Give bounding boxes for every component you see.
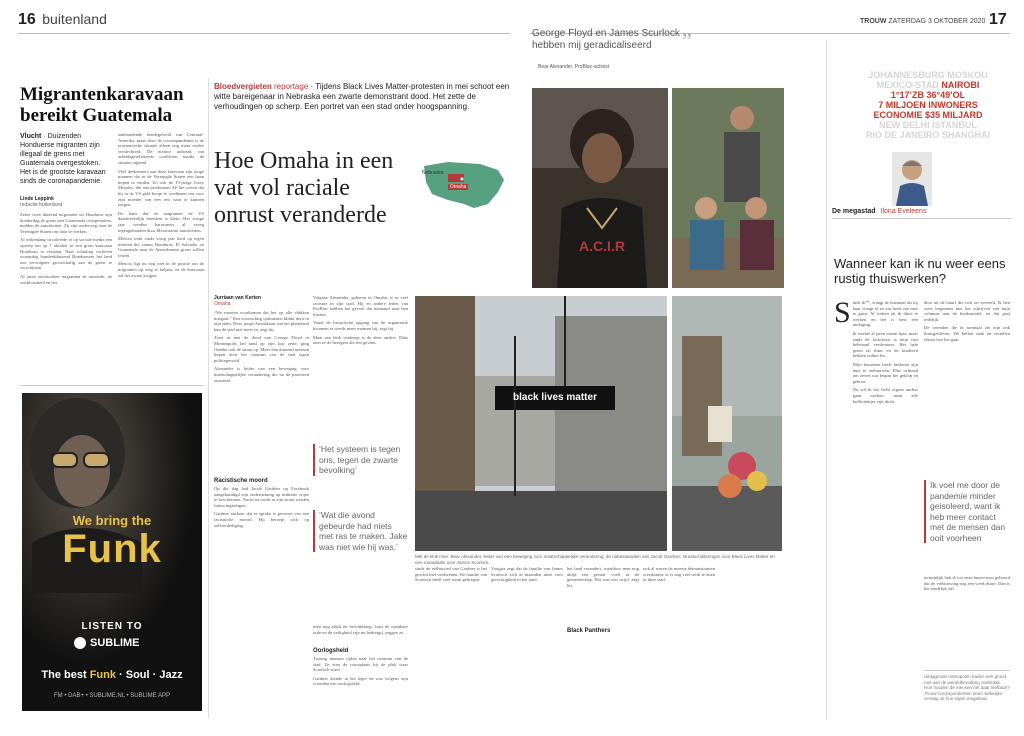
- photo-shirt-text: A.C.I.R: [579, 238, 625, 254]
- header-logo: TROUW: [860, 18, 887, 25]
- migrant-article: [20, 84, 200, 126]
- header-rule-left: [18, 33, 510, 34]
- omaha-author: Jurriaan van Kerten: [214, 295, 261, 301]
- ad-tagline: [22, 669, 202, 681]
- quote-mark-icon: ”: [682, 28, 692, 53]
- paragraph: Veel deelnemers aan deze karavaan zijn jonge mannen die in de Verenigde Staten een baan hopen te vinden. Zo ook de 19-jarige Josey Morales, die aan persbureau AP liet weten dat hij in de VS geld hoopt te verdienen om voor zijn moeder van een reis naar te kunnen zorgen.: [118, 168, 204, 208]
- paragraph: inds ik**, vraagt de huisman als hij haar vraagt of ze zin heeft om mee te gaan. Al weken zit ik thuis te werken en het is best een uitdaging.: [852, 300, 918, 328]
- top-quote-line1: George Floyd en James Scurlock: [532, 28, 680, 39]
- right-page-header: [860, 18, 985, 25]
- author-photo-art: [892, 152, 932, 206]
- top-quote-attribution: Bear Alexander, ProBlac-activist: [538, 64, 610, 70]
- omaha-col2-b-text: [313, 656, 408, 726]
- megastad-label: De megastad: [832, 208, 876, 215]
- bottom-col4-wrapper: [567, 566, 639, 636]
- migrant-col2: [118, 132, 204, 377]
- ad-line1: We bring the: [72, 513, 152, 528]
- ad-brand-text: SUBLIME: [90, 637, 140, 649]
- pull-quote-1: ‘Het systeem is tegen ons, tegen de zwarte bevolking’: [313, 444, 408, 476]
- city-line2a: MEXICO-STAD: [876, 80, 942, 90]
- ad-tagline-part2: · Soul · Jazz: [115, 669, 183, 681]
- city-line3: NEW DELHI ISTANBUL: [879, 120, 977, 130]
- subhead-oorlogsheld: Oorlogsheld: [313, 648, 349, 654]
- city-line4: RIO DE JANEIRO SHANGHAI: [865, 130, 990, 140]
- ad-divider: [20, 385, 204, 386]
- ad-brand: [74, 637, 140, 649]
- megastad-bottom-col2: termijnlijk heb ik via onze buurvrouw gehoord dat de verbouwing nog een week duurt. Dan is het eindelijk stil.: [924, 575, 1010, 592]
- paragraph: deur uit de buurt die rich on verveelt. Ik ben weer begonnen met het schrijven van mijn columns aan de keukentafel, en dat gaat redelijk.: [924, 300, 1010, 322]
- omaha-intro: [214, 82, 514, 112]
- omaha-kicker-type: reportage: [271, 82, 309, 91]
- city-list: [843, 70, 1013, 140]
- paragraph: Toen in mei de dood van George Floyd in Minneapolis het land op zijn kop zette, ging Omaha ook de straat op. Meer dan duizend mensen liepen door het centrum van de stad tegen politiegeweld.: [214, 335, 309, 363]
- right-column-divider: [826, 40, 827, 720]
- ad-listen-to: LISTEN TO: [81, 621, 143, 632]
- ad-big-word: Funk: [62, 527, 162, 571]
- bottom-col1: men nog altijd ter beschikking. Juist de openbare orde en de veiligheid zijn nu bedreigd, zeggen ze.: [313, 624, 408, 635]
- photo-sign-text: black lives matter: [513, 392, 597, 403]
- dropcap: S: [834, 296, 851, 329]
- megastad-col1: [834, 296, 918, 718]
- paragraph: Gardner diende in het leger en was volgens zijn vrienden een oorlogsheld.: [313, 675, 408, 687]
- omaha-headline: Hoe Omaha in een vat vol raciale onrust veranderde: [214, 148, 394, 228]
- omaha-col2-b: [313, 624, 408, 726]
- sublime-logo-icon: [74, 637, 86, 649]
- omaha-author-location: Omaha: [214, 301, 231, 307]
- column-divider: [208, 78, 209, 718]
- paragraph: “We moeten voorkomen dat het op alle vlakken misgaat.” Een voorzichtig optimisme klinkt door in zijn stem. Deze jonge Amerikaan van het platteland kan de stad niet meer in, zegt hij.: [214, 310, 309, 332]
- paragraph: Nu wil ik het liefst ergens anders gaan werken, maar alle koffietentjes zijn dicht.: [852, 387, 918, 404]
- footnote-rule: [924, 670, 1010, 671]
- megastad-rule: [832, 218, 1012, 219]
- paragraph: aanhoudende bendegeweld van Centraal-Amerika, maar door de coronapandemie is de economische situatie alleen nog maar verder verslechterd. De nieuwe uitbraak van arbeidsgerelateerde conflicten maakt de situatie nijpend.: [118, 132, 204, 165]
- header-date: ZATERDAG 3 OKTOBER 2020: [888, 18, 986, 25]
- left-page-header: [18, 11, 107, 29]
- photo-bear-alexander-art: [532, 88, 668, 288]
- ad-tagline-funk: Funk: [89, 669, 116, 681]
- ad-footer: FM • DAB+ • SUBLIME.NL • SUBLIME APP: [54, 693, 170, 699]
- section-label: buitenland: [42, 11, 107, 27]
- paragraph: Mexico ligt nu nog niet in de positie om de migranten op weg te helpen, en de karavaan zal het zwaar krijgen.: [118, 261, 204, 278]
- paragraph: De vrienden die ik normaal zie zijn ook thuisgebleven. We bellen vaak en vertellen elkaar hoe het gaat.: [924, 325, 1010, 342]
- paragraph: Alexander is leider van een beweging voor maatschappelijke verandering die na de protesten ontstond.: [214, 366, 309, 383]
- paragraph: Zeker twee duizend migranten uit Honduras zijn donderdag de grens met Guatemala overgestoken, melden de autoriteiten. Zij zijn onderweg naar de Verenigde Staten om daar te werken.: [20, 212, 112, 234]
- megastad-col1-text: [853, 300, 918, 718]
- omaha-col1-b-text: [214, 486, 309, 704]
- city-coords: 1°17’ZB 36°49’OL: [890, 90, 966, 100]
- city-highlight: NAIROBI: [941, 80, 980, 90]
- city-inhabitants: 7 MILJOEN INWONERS: [878, 100, 978, 110]
- subhead-racistische-moord: Racistische moord: [214, 478, 268, 484]
- bottom-col5: ook al waren de meeste demonstranten vreedzaam: er is nog veel werk te doen in deze stad.: [643, 566, 715, 583]
- bottom-col4: het land verandert, waardoor men nog altijd een gevaar voelt in de gemeenschap. Het was een strijd, zegt hij.: [567, 566, 639, 588]
- omaha-col1: [214, 310, 309, 470]
- omaha-byline: [214, 295, 309, 307]
- subhead-black-panthers: Black Panthers: [567, 628, 611, 634]
- migrant-author-role: redactie buitenland: [20, 202, 63, 208]
- photo-blm-street: [415, 296, 667, 551]
- photo-bear-alexander: [532, 88, 668, 288]
- paragraph: De kans dat de migranten de VS daadwerkelijk bereiken is klein. Het vorige jaar werden karavanen al vroeg tegengehouden door Mexicaanse autoriteiten.: [118, 210, 204, 233]
- paragraph: Mexico trekt sinds vorig jaar hard op tegen mensen die vanuit Honduras, El Salvador en Guatemala naar de Amerikaanse grens willen reizen.: [118, 236, 204, 258]
- author-photo: [892, 152, 932, 206]
- megastad-label-row: [832, 208, 1012, 215]
- bottom-col3: Voogtra zegt dat de familie van James Scurlock zich al maanden inzet voor gerechtigheid in het land.: [491, 566, 563, 583]
- page-number-right: 17: [989, 11, 1007, 28]
- paragraph: Op die dag had Jacob Gardner op Facebook aangekondigd zijn onderneming op militaire wijze te beschermen. Nacht na nacht in zijn straat werden ruiten ingeslagen.: [214, 486, 309, 508]
- paragraph: Al wekenlang circuleerde er op sociale media een oproep om op 1 oktober in een grote karavaan Honduras te verlaten. Naar schatting verlieten woensdag honderdduizend Hondurezen het land om vervolgens grootschalig aan de grens te verschijnen.: [20, 237, 112, 271]
- map-city-label: Omaha: [450, 184, 467, 190]
- pull-quote-2: ‘Wat die avond gebeurde had niets met ras te maken. Jake was niet wie hij was.’: [313, 510, 408, 552]
- paragraph: Gardner ontkent dat er sprake is geweest van een racistische moord. Hij beroept zich op zelfverdediging.: [214, 511, 309, 528]
- omaha-col1-b: [214, 474, 309, 704]
- migrant-lead-bold: Vlucht: [20, 133, 42, 140]
- migrant-byline: [20, 196, 112, 208]
- paragraph: Vanaf de historische opgang van de organisatie kwamen er steeds meer mensen bij, zegt hij.: [313, 320, 408, 331]
- map-state-label: Nebraska: [422, 170, 444, 176]
- paragraph: Maar een blok verderop is de sfeer anders. Daar zien ze de betogers als een gevaar.: [313, 334, 408, 346]
- omaha-intro-text: · Tijdens Black Lives Matter-protesten in mei schoot een witte bareigenaar in Nebraska een zwarte demonstrant dood. Het zette de verhoudingen op scherp. Een portret van een stad onder hoogspanning.: [214, 82, 510, 111]
- omaha-kicker: Bloedvergieten: [214, 82, 272, 91]
- megastad-col2: [924, 300, 1010, 475]
- photo-gardner-family-art: [672, 88, 784, 288]
- photo-memorial: [672, 296, 782, 551]
- paragraph: Al jaren ontvluchten migranten de armoede, de werkloosheid en het: [20, 273, 112, 285]
- migrant-lead-text: · Duizenden Honduerse migranten zijn illegaal de grens met Guatemala overgestoken. Het is de grootste karavaan sinds de coronapandemie.: [20, 133, 106, 185]
- photo-memorial-art: [672, 296, 782, 551]
- migrant-author: Linde Leppink: [20, 196, 54, 202]
- page-number-left: 16: [18, 11, 36, 28]
- paragraph: Volgens Alexander, geboren in Omaha, is er veel racisme in zijn stad. Hij en andere leden van ProBlac hebben het gevoel dat niemand naar hen luistert.: [313, 295, 408, 317]
- migrant-lead: [20, 132, 112, 186]
- migrant-headline: Migrantenkaravaan bereikt Guatemala: [20, 84, 184, 126]
- photo-caption: Met de klok mee: Bear Alexander, leider van een beweging voor maatschappelijke verandering; de nabestaanden van Jacob Gardner; straatschilderingen voor Black Lives Matter en een rouwplaats voor James Scurlock.: [415, 554, 775, 565]
- paragraph: Twintig mensen rijden naar het centrum van de stad. Ze zien de rouwplaats bij de plek waar Scurlock stierf.: [313, 656, 408, 673]
- ad-tagline-part1: The best: [41, 669, 90, 681]
- migrant-col1: [20, 212, 112, 377]
- paragraph: Ik werkte al jaren vanuit huis, maar sinds de lockdown is mijn rust helemaal verdwenen. Het hele gezin zit thuis en de kinderen hebben online les.: [852, 330, 918, 359]
- photo-gardner-family: [672, 88, 784, 288]
- sublime-ad[interactable]: [22, 393, 202, 711]
- megastad-author: Ilona Eveleens: [880, 208, 927, 215]
- city-line1: JOHANNESBURG MOSKOU: [868, 70, 988, 80]
- photo-blm-street-art: [415, 296, 667, 551]
- paragraph: Mijn buurman heeft besloten zijn huis te verbouwen. Elke ochtend om zeven uur begint het geklop en geboor.: [852, 361, 918, 384]
- bottom-col2: sinds de zelfmoord van Gardner is het geschil niet verdwenen. De familie van Scurlock heeft veel steun gekregen.: [415, 566, 487, 583]
- city-economy: ECONOMIE $35 MILJARD: [873, 110, 983, 120]
- city-line2: [843, 80, 1013, 90]
- top-quote-line2: hebben mij geradicaliseerd: [532, 40, 652, 51]
- top-quote: [532, 28, 732, 52]
- megastad-headline: Wanneer kan ik nu weer eens rustig thuiswerken?: [834, 256, 1006, 286]
- us-map: [418, 152, 510, 216]
- megastad-footnote: Uitdagende metropolen baden een grond niet aan de wereldbevolking onderdak. Hoe houden de mensen het daar leefbaar? Trouw-correspondenten doen wekelijks verslag uit hun eigen megastad.: [924, 674, 1010, 701]
- omaha-col2: [313, 295, 408, 440]
- megastad-pull-quote: Ik voel me door de pandemie minder geisoleerd, want ik heb meer contact met de mensen dan ooit voorheen: [924, 480, 1010, 543]
